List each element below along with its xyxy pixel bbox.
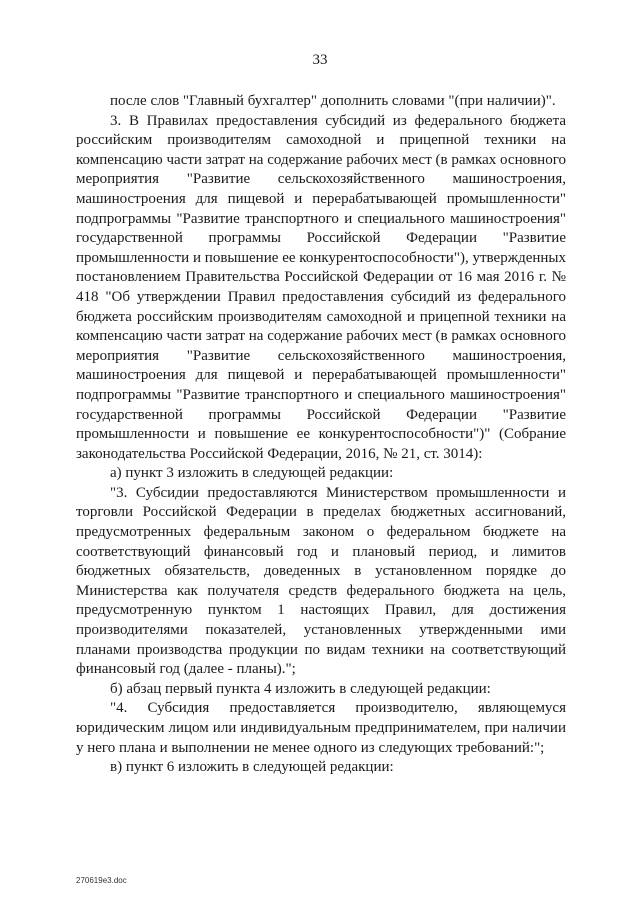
paragraph-item-3: 3. В Правилах предоставления субсидий из федерального бюджета российским производителям самоходной и прицепной техники на компенсацию части затрат на содержание рабочих мест (в рамках основного мероприятия "Развитие сельскохозяйственного машиностроения, машиностроения для пищевой и перерабатывающей промышленности" подпрограммы "Развитие транспортного и специального машиностроения" государственной программы Российской Федерации "Развитие промышленности и повышение ее конкурентоспособности"), утвержденных постановлением Правительства Российской Федерации от 16 мая 2016 г. № 418 "Об утверждении Правил предоставления субсидий из федерального бюджета российским производителям самоходной и прицепной техники на компенсацию части затрат на содержание рабочих мест (в рамках основного мероприятия "Развитие сельскохозяйственного машиностроения, машиностроения для пищевой и перерабатывающей промышленности" подпрограммы "Развитие транспортного и специального машиностроения" государственной программы Российской Федерации "Развитие промышленности и повышение ее конкурентоспособности")" (Собрание законодательства Российской Федерации, 2016, № 21, ст. 3014): <box>76 112 566 462</box>
paragraph-subitem-a: а) пункт 3 изложить в следующей редакции: <box>110 465 394 482</box>
paragraph-quote-3: "3. Субсидии предоставляются Министерством промышленности и торговли Российской Федерации в пределах бюджетных ассигнований, предусмотренных федеральным законом о федеральном бюджете на соответствующий финансовый год и плановый период, и лимитов бюджетных обязательств, доведенных в установленном порядке до Министерства как получателя средств федерального бюджета на цель, предусмотренную пунктом 1 настоящих Правил, для достижения производителями показателей, установленных утвержденными ими планами производства продукции по видам техники на соответствующий финансовый год (далее - планы)."; <box>76 484 566 678</box>
footer-filename: 270619e3.doc <box>76 876 127 885</box>
paragraph-subitem-b: б) абзац первый пункта 4 изложить в следующей редакции: <box>110 680 491 697</box>
paragraph-quote-4: "4. Субсидия предоставляется производителю, являющемуся юридическим лицом или индивидуальным предпринимателем, при наличии у него плана и выполнении не менее одного из следующих требований:"; <box>76 700 566 756</box>
paragraph-subitem-v: в) пункт 6 изложить в следующей редакции: <box>110 759 394 776</box>
page-number: 33 <box>312 52 328 68</box>
paragraph-continuation: после слов "Главный бухгалтер" дополнить словами "(при наличии)". <box>110 93 556 109</box>
document-body <box>76 92 566 778</box>
